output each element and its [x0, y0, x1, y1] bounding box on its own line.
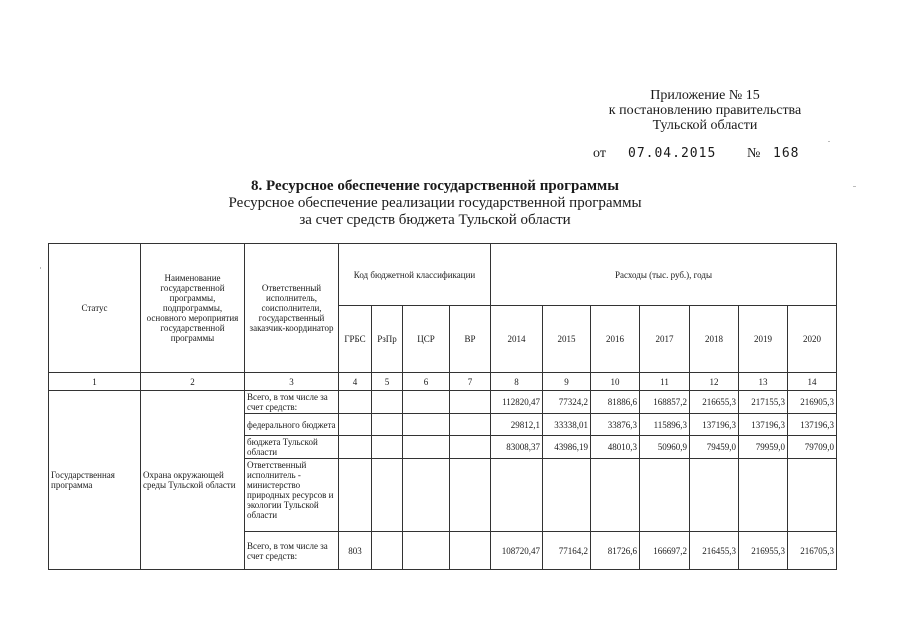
column-number: 6: [403, 373, 450, 391]
vr-cell: [450, 436, 491, 459]
grbs-cell: [339, 459, 372, 532]
column-number: 3: [245, 373, 339, 391]
section-title: 8. Ресурсное обеспечение государственной программы: [251, 178, 619, 194]
value-cell: 216955,3: [739, 532, 788, 570]
appendix-block: [560, 88, 850, 133]
vr-cell: [450, 459, 491, 532]
budget-table: [48, 243, 837, 570]
grbs-cell: [339, 391, 372, 414]
section-subtitle-2: за счет средств бюджета Тульской области: [299, 212, 571, 228]
scan-speck: [828, 141, 830, 142]
header-code-csr: ЦСР: [403, 306, 450, 373]
csr-cell: [403, 459, 450, 532]
table-row: [49, 391, 837, 414]
column-number: 10: [591, 373, 640, 391]
csr-cell: [403, 391, 450, 414]
column-number: 2: [141, 373, 245, 391]
value-cell: 81726,6: [591, 532, 640, 570]
value-cell: 79959,0: [739, 436, 788, 459]
value-cell: 108720,47: [491, 532, 543, 570]
header-expenses-group: Расходы (тыс. руб.), годы: [491, 244, 837, 306]
column-number: 11: [640, 373, 690, 391]
value-cell: 166697,2: [640, 532, 690, 570]
header-year-2020: 2020: [788, 306, 837, 373]
csr-cell: [403, 414, 450, 436]
value-cell: 115896,3: [640, 414, 690, 436]
rzpr-cell: [372, 532, 403, 570]
value-cell: 137196,3: [788, 414, 837, 436]
vr-cell: [450, 391, 491, 414]
value-cell: 217155,3: [739, 391, 788, 414]
value-cell: 83008,37: [491, 436, 543, 459]
row-label: Всего, в том числе за счет средств:: [245, 391, 339, 414]
program-name-cell: Охрана окружающей среды Тульской области: [141, 391, 245, 570]
appendix-line-2: к постановлению правительства: [608, 103, 802, 118]
value-cell: 79709,0: [788, 436, 837, 459]
value-cell: 43986,19: [543, 436, 591, 459]
column-number: 5: [372, 373, 403, 391]
grbs-cell: [339, 414, 372, 436]
value-cell: 77164,2: [543, 532, 591, 570]
value-cell: [690, 459, 739, 532]
value-cell: 112820,47: [491, 391, 543, 414]
value-cell: [788, 459, 837, 532]
number-label: №: [747, 146, 761, 161]
value-cell: 216455,3: [690, 532, 739, 570]
header-code-grbs: ГРБС: [339, 306, 372, 373]
row-label: федерального бюджета: [245, 414, 339, 436]
value-cell: 29812,1: [491, 414, 543, 436]
value-cell: 77324,2: [543, 391, 591, 414]
header-year-2014: 2014: [491, 306, 543, 373]
header-status: Статус: [49, 244, 141, 373]
value-cell: [591, 459, 640, 532]
value-cell: 168857,2: [640, 391, 690, 414]
csr-cell: [403, 436, 450, 459]
header-year-2015: 2015: [543, 306, 591, 373]
value-cell: [640, 459, 690, 532]
resolution-date: 07.04.2015: [628, 146, 717, 161]
column-number: 13: [739, 373, 788, 391]
header-code-vr: ВР: [450, 306, 491, 373]
from-label: от: [593, 146, 606, 161]
value-cell: 48010,3: [591, 436, 640, 459]
scan-speck: [40, 267, 41, 269]
header-executor: Ответственный исполнитель, соисполнители, государственный заказчик-координатор: [245, 244, 339, 373]
csr-cell: [403, 532, 450, 570]
value-cell: [739, 459, 788, 532]
document-titles: [200, 178, 670, 229]
section-subtitle-1: Ресурсное обеспечение реализации государственной программы: [228, 195, 642, 211]
value-cell: [543, 459, 591, 532]
resolution-number: 168: [773, 146, 800, 161]
header-year-2016: 2016: [591, 306, 640, 373]
header-name: Наименование государственной программы, подпрограммы, основного мероприятия государственной программы: [141, 244, 245, 373]
rzpr-cell: [372, 436, 403, 459]
vr-cell: [450, 532, 491, 570]
value-cell: 79459,0: [690, 436, 739, 459]
column-number: 14: [788, 373, 837, 391]
rzpr-cell: [372, 391, 403, 414]
rzpr-cell: [372, 459, 403, 532]
header-year-2019: 2019: [739, 306, 788, 373]
row-label: бюджета Тульской области: [245, 436, 339, 459]
grbs-cell: [339, 436, 372, 459]
row-label: Всего, в том числе за счет средств:: [245, 532, 339, 570]
scan-speck: [853, 186, 856, 187]
column-number: 1: [49, 373, 141, 391]
value-cell: 33338,01: [543, 414, 591, 436]
value-cell: 33876,3: [591, 414, 640, 436]
appendix-title: Приложение № 15: [650, 88, 760, 103]
value-cell: 216705,3: [788, 532, 837, 570]
value-cell: 137196,3: [690, 414, 739, 436]
grbs-cell: 803: [339, 532, 372, 570]
header-code-group: Код бюджетной классификации: [339, 244, 491, 306]
value-cell: 50960,9: [640, 436, 690, 459]
column-number: 12: [690, 373, 739, 391]
header-year-2018: 2018: [690, 306, 739, 373]
header-code-rzpr: РзПр: [372, 306, 403, 373]
vr-cell: [450, 414, 491, 436]
value-cell: 216905,3: [788, 391, 837, 414]
rzpr-cell: [372, 414, 403, 436]
column-number: 4: [339, 373, 372, 391]
value-cell: 81886,6: [591, 391, 640, 414]
column-number: 7: [450, 373, 491, 391]
status-cell: Государственная программа: [49, 391, 141, 570]
value-cell: 137196,3: [739, 414, 788, 436]
column-number: 8: [491, 373, 543, 391]
row-label: Ответственный исполнитель - министерство природных ресурсов и экологии Тульской области: [245, 459, 339, 532]
header-year-2017: 2017: [640, 306, 690, 373]
column-number: 9: [543, 373, 591, 391]
appendix-line-3: Тульской области: [652, 118, 758, 133]
value-cell: 216655,3: [690, 391, 739, 414]
value-cell: [491, 459, 543, 532]
